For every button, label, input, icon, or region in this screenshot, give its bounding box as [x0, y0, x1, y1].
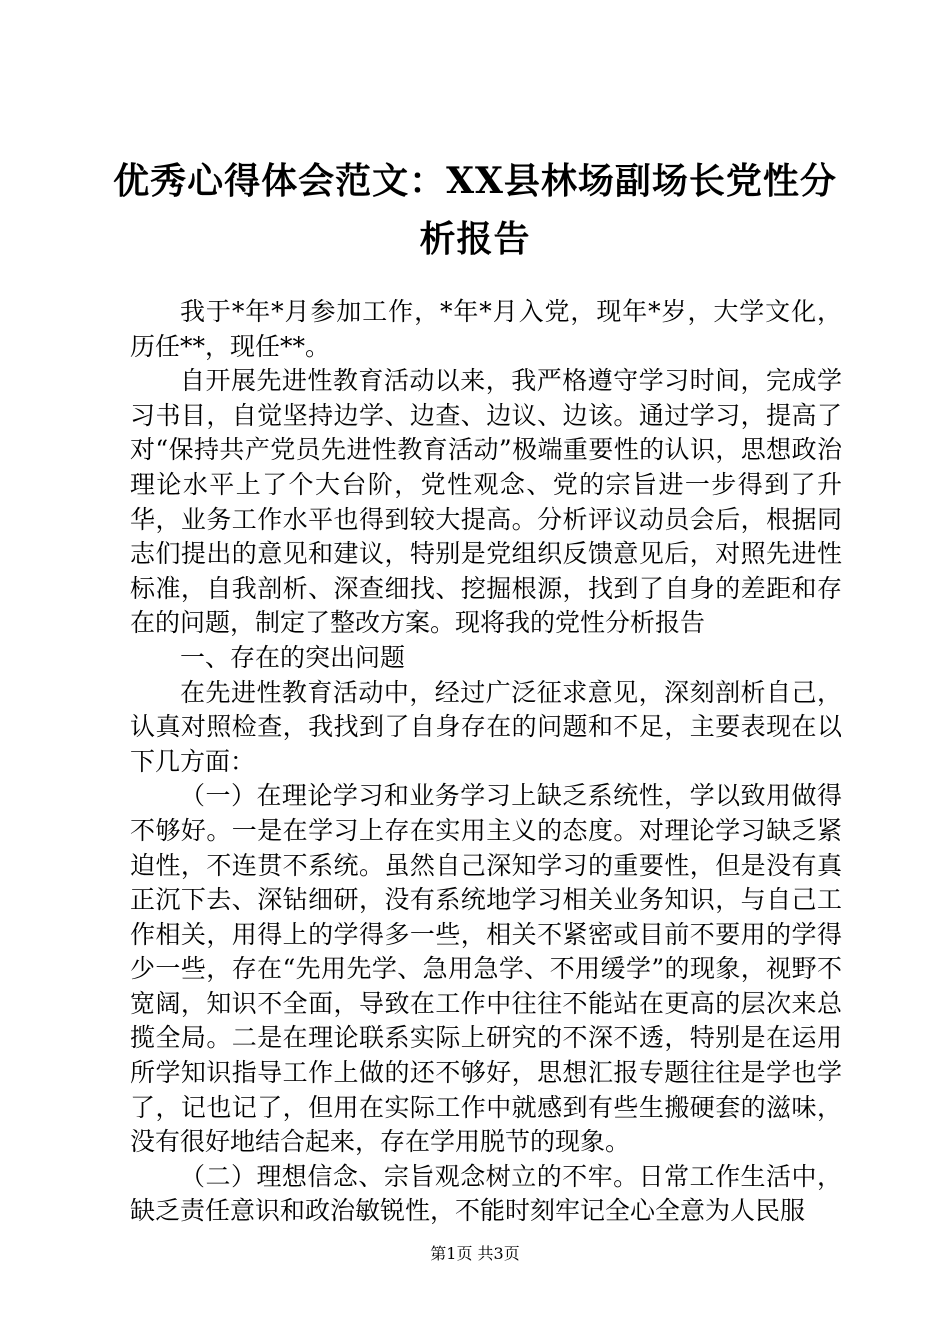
title-line-1: 优秀心得体会范文：XX县林场副场长党性分 — [113, 160, 837, 202]
title-line-2: 析报告 — [419, 218, 531, 260]
paragraph: 在先进性教育活动中，经过广泛征求意见，深刻剖析自己，认真对照检查，我找到了自身存在的问题和不足，主要表现在以下几方面： — [130, 677, 842, 776]
paragraph: （二）理想信念、宗旨观念树立的不牢。日常工作生活中，缺乏责任意识和政治敏锐性，不能时刻牢记全心全意为人民服 — [130, 1161, 842, 1226]
paragraph: 我于*年*月参加工作，*年*月入党，现年*岁，大学文化，历任**，现任**。 — [130, 297, 842, 361]
page-footer: 第1页 共3页 — [430, 1244, 520, 1263]
paragraph: （一）在理论学习和业务学习上缺乏系统性，学以致用做得不够好。一是在学习上存在实用主义的态度。对理论学习缺乏紧迫性，不连贯不系统。虽然自己深知学习的重要性，但是没有真正沉下去、深钻细研，没有系统地学习相关业务知识，与自己工作相关，用得上的学得多一些，相关不紧密或目前不要用的学得少一些，存在“先用先学、急用急学、不用缓学”的现象，视野不宽阔，知识不全面，导致在工作中往往不能站在更高的层次来总揽全局。二是在理论联系实际上研究的不深不透，特别是在运用所学知识指导工作上做的还不够好，思想汇报专题往往是学也学了，记也记了，但用在实际工作中就感到有些生搬硬套的滋味，没有很好地结合起来，存在学用脱节的现象。 — [130, 781, 842, 1157]
document-body — [130, 295, 842, 1229]
paragraph: 自开展先进性教育活动以来，我严格遵守学习时间，完成学习书目，自觉坚持边学、边查、边议、边该。通过学习，提高了对“保持共产党员先进性教育活动”极端重要性的认识，思想政治理论水平上了个大台阶，党性观念、党的宗旨进一步得到了升华，业务工作水平也得到较大提高。分析评议动员会后，根据同志们提出的意见和建议，特别是党组织反馈意见后，对照先进性标准，自我剖析、深查细找、挖掘根源，找到了自身的差距和存在的问题，制定了整改方案。现将我的党性分析报告 — [130, 366, 842, 638]
document-title — [100, 152, 850, 268]
section-heading: 一、存在的突出问题 — [180, 642, 406, 672]
